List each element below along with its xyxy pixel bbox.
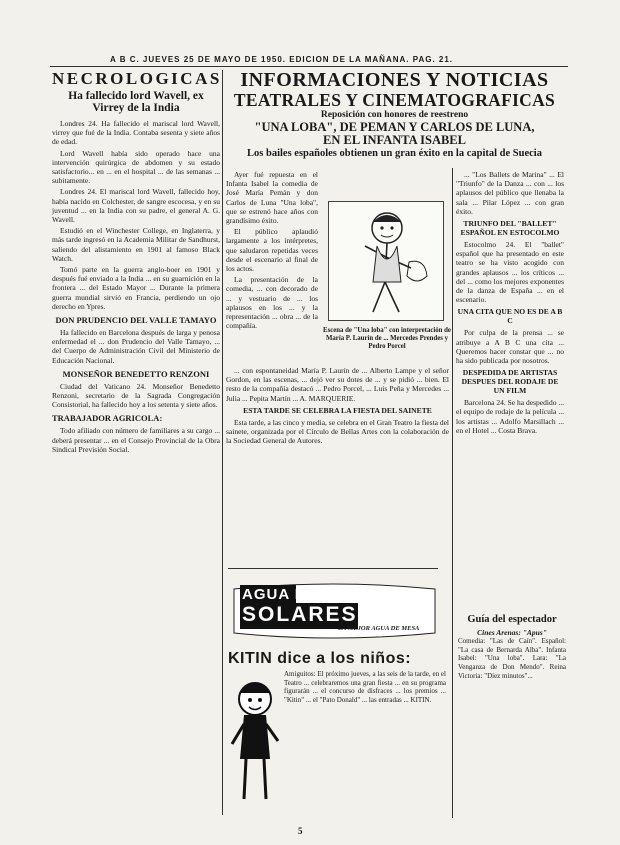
paragraph: Londres 24. Ha fallecido el mariscal lord Wavell, virrey que fué de la India. Contaba sesenta y siete años de edad. (52, 119, 220, 147)
paragraph: Barcelona 24. Se ha despedido ... el equipo de rodaje de la película ... los artistas ... Adolfo Marsillach ... en el Hotel ... Costa Brava. (456, 398, 564, 435)
subsection-title: MONSEÑOR BENEDETTO RENZONI (62, 368, 210, 379)
paragraph: El público aplaudió largamente a los intérpretes, que saludaron repetidas veces desde el escenario al final de los actos. (226, 227, 318, 274)
illustration-caption: Escena de "Una loba" con interpretación de María P. Laurín de ... Mercedes Prendes y Pedro Porcel (323, 327, 451, 350)
header-line-3: Reposición con honores de reestreno (320, 110, 469, 120)
agua-de-solares-advertisement (228, 568, 438, 649)
folio-rule (50, 66, 568, 67)
illustration-frame (328, 201, 444, 321)
page-number: 5 (298, 826, 303, 836)
paragraph: Esta tarde, a las cinco y media, se celebra en el Gran Teatro la fiesta del sainete, organizada por el Círculo de Bellas Artes con la colaboración de la Sociedad General de Autores. (226, 417, 449, 446)
right-column (456, 170, 564, 437)
paragraph: Ciudad del Vaticano 24. Monseñor Benedetto Renzoni, secretario de la Sagrada Congregación Consistorial, ha fallecido hoy a los setenta y siete años. (52, 381, 220, 410)
guide-title: Guía del espectador (467, 614, 557, 625)
ad-line-1: AGUA DE (242, 586, 318, 603)
paragraph: La presentación de la comedia, ... con decorado de ... y vestuario de ... los aplausos en los ... y la representación ... obra ... de la compañía. (226, 275, 318, 331)
review-continuation (226, 366, 449, 447)
paragraph: Estudió en el Winchester College, en Inglaterra, y más tarde ingresó en la Academia Militar de Sandhurst, saliendo del alistamiento en 1901 al famoso Black Watch. (52, 226, 220, 263)
kitin-text: Amiguitos: El próximo jueves, a las seis de la tarde, en el Teatro ... celebraremos una gran fiesta ... en su programa figurarán ... el concurso de disfraces ... los premios ... "Kitin" ... el "Pato Donald" ... las entradas ... KITIN. (284, 670, 446, 705)
subsection-title: TRIUNFO DEL "BALLET" ESPAÑOL EN ESTOCOLMO (460, 219, 560, 238)
paragraph: Ayer fué repuesta en el Infanta Isabel la comedia de José María Pemán y don Carlos de Luna "Una loba", que se estrenó hace años con grandísimo éxito. (226, 170, 318, 226)
necrologicas-column (52, 70, 220, 456)
page-folio: A B C. JUEVES 25 DE MAYO DE 1950. EDICION DE LA MAÑANA. PAG. 21. (110, 55, 454, 64)
header-line-5: EN EL INFANTA ISABEL (323, 133, 466, 147)
header-line-4: "UNA LOBA", DE PEMAN Y CARLOS DE LUNA, (254, 120, 535, 134)
paragraph: ... con espontaneidad María P. Laurín de ... Alberto Lampe y el señor Gordon, en las escenas, ... dejó ver su dotes de ... y se pidió ... bien. El resto de la compañía destacó ... Pedro Porcel, ... Luis Peña y Mercedes ... Julia ... Pepita Martín ... A. MARQUERIE. (226, 366, 449, 403)
subsection-title: DESPEDIDA DE ARTISTAS DESPUES DEL RODAJE DE UN FILM (461, 368, 559, 396)
paragraph: Todo afiliado con número de familiares a su cargo ... deberá presentar ... en el Consejo Provincial de la Obra Sindical Previsión Social. (52, 426, 220, 454)
paragraph: Estocolmo 24. El "ballet" español que ha presentado en este teatro se ha visto acogido con grandes aplausos ... los críticos ... del ... como los mejores exponentes de la danza de España ... en el escenario. (456, 240, 564, 305)
ad-line-2: SOLARES (242, 603, 358, 626)
header-deck: Los bailes españoles obtienen un gran éxito en la capital de Suecia (247, 148, 542, 159)
kitin-character-icon (228, 669, 282, 819)
review-column (226, 170, 318, 332)
guia-del-espectador (458, 614, 566, 681)
paragraph: Ha fallecido en Barcelona después de larga y penosa enfermedad el ... don Prudencio del Valle Tamayo, ... del Cuerpo de Administración Civil del Ministerio de Educación Nacional. (52, 328, 220, 365)
header-line-2: TEATRALES Y CINEMATOGRAFICAS (233, 90, 556, 110)
caricature-drawing (329, 202, 443, 320)
guide-subtitle: Cines Arenas: "Apus" (477, 628, 547, 637)
header-line-1: INFORMACIONES Y NOTICIAS (240, 69, 549, 91)
section-title: NECROLOGICAS (52, 69, 222, 88)
kitin-title: KITIN dice a los niños: (228, 650, 412, 667)
section-header (222, 70, 567, 160)
guide-text: Comedia: "Las de Caín". Español: "La casa de Bernarda Alba". Infanta Isabel: "Una loba". Lara: "La Venganza de Don Mendo". Reina Victoria: "Diez minutos"... (458, 637, 566, 680)
headline: Ha fallecido lord Wavell, ex Virrey de la India (68, 90, 204, 114)
paragraph: Londres 24. El mariscal lord Wavell, fallecido hoy, había nacido en Colchester, de sangre escocesa, y en su juventud ... en la India con su padre, el general A. G. Wavell. (52, 187, 220, 225)
subsection-title: DON PRUDENCIO DEL VALLE TAMAYO (55, 315, 217, 326)
paragraph: ... "Los Ballets de Marina" ... El "Triunfo" de la Danza ... con ... los aplausos del público que llenaba la sala ... Pilar López ... con gran éxito. (456, 170, 564, 216)
column-rule (452, 168, 453, 818)
paragraph: Tomó parte en la guerra anglo-boer en 1901 y después fué enviado a la India ... en su guarnición en la frontera ... del Estado Mayor ... Durante la primera guerra mundial sirvió en Francia, perdiendo un ojo derecho en Ypres. (52, 265, 220, 311)
paragraph: Lord Wavell había sido operado hace una intervención quirúrgica de abdomen y su estado satisfactorio... en ... en el hospital ... de las semanas ... subitamente. (52, 148, 220, 186)
column-rule (222, 70, 223, 815)
paragraph: Por culpa de la prensa ... se atribuye a A B C una cita ... Queremos hacer constar que ... no ha sido publicada por nosotros. (456, 328, 564, 366)
kitin-notice (228, 650, 448, 705)
subsection-title: TRABAJADOR AGRICOLA: (52, 413, 163, 424)
subsection-title: ESTA TARDE SE CELEBRA LA FIESTA DEL SAINETE (243, 405, 432, 415)
caricature-illustration (322, 195, 450, 325)
ad-tagline: LA MEJOR AGUA DE MESA (338, 625, 420, 632)
subsection-title: UNA CITA QUE NO ES DE A B C (457, 307, 563, 326)
